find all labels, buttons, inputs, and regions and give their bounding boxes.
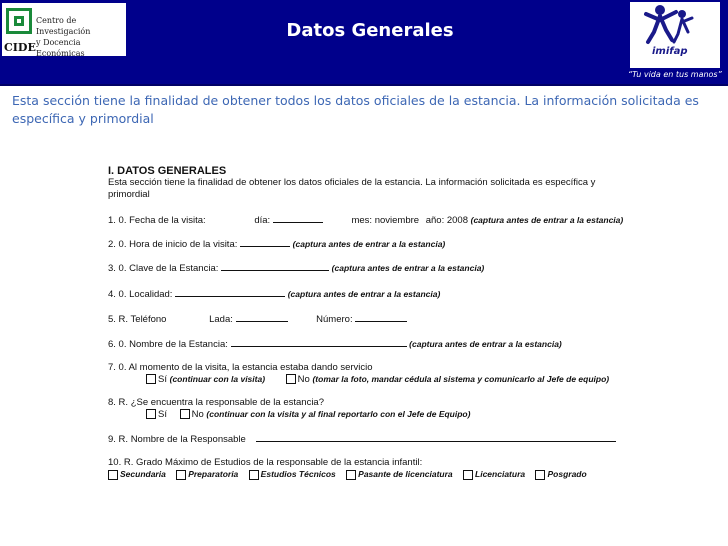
note-no: (tomar la foto, mandar cédula al sistema y comunicarlo al Jefe de equipo) (312, 374, 610, 384)
numero-label: Número: (316, 314, 353, 325)
nombre-estancia-line (231, 337, 407, 347)
item-label: 6. 0. Nombre de la Estancia: (108, 339, 228, 350)
option-no: No (191, 409, 204, 420)
form-item-responsable-presente (108, 397, 324, 408)
page-title: Datos Generales (286, 20, 454, 41)
anio-label: año: 2008 (425, 215, 468, 226)
imifap-name: imifap (652, 46, 688, 57)
form-desc-line1: Esta sección tiene la finalidad de obtener los datos oficiales de la estancia. La información solicitada es específica y (108, 177, 596, 188)
form-item-localidad (108, 287, 440, 300)
numero-line (355, 312, 407, 322)
item-label: 5. R. Teléfono (108, 314, 167, 325)
grado-options (108, 469, 595, 480)
option-label: Secundaria (120, 469, 166, 479)
intro-text: Esta sección tiene la finalidad de obtener todos los datos oficiales de la estancia. La información solicitada es específica y primordial (12, 93, 699, 126)
cide-emblem-icon (6, 8, 32, 34)
imifap-tagline: “Tu vida en tus manos” (628, 70, 722, 79)
lada-label: Lada: (209, 314, 233, 325)
checkbox-no (286, 374, 296, 384)
option-label: Licenciatura (475, 469, 526, 479)
lada-line (236, 312, 288, 322)
cide-name (36, 15, 126, 59)
option-si: Sí (158, 409, 167, 420)
nombre-responsable-line (256, 432, 616, 442)
option-si: Sí (158, 374, 167, 385)
hora-line (240, 237, 290, 247)
item-label: 1. 0. Fecha de la visita: (108, 215, 206, 226)
checkbox-si (146, 374, 156, 384)
checkbox (108, 470, 118, 480)
form-desc-line2: primordial (108, 189, 150, 200)
option-preparatoria (176, 469, 238, 480)
item-note: (captura antes de entrar a la estancia) (470, 215, 624, 225)
item-label: 7. 0. Al momento de la visita, la estancia estaba dando servicio (108, 362, 373, 373)
option-label: Estudios Técnicos (260, 469, 336, 479)
imifap-logo (630, 2, 720, 68)
form-item-fecha (108, 213, 623, 226)
item-label: 10. R. Grado Máximo de Estudios de la responsable de la estancia infantil: (108, 457, 423, 468)
cide-name-line2: y Docencia Económicas (36, 38, 85, 58)
option-posgrado (535, 469, 586, 480)
servicio-options (146, 374, 609, 385)
dia-label: día: (254, 215, 271, 226)
note-no: (continuar con la visita y al final reportarlo con el Jefe de Equipo) (206, 409, 471, 419)
option-pasante (346, 469, 453, 480)
item-label: 3. 0. Clave de la Estancia: (108, 263, 219, 274)
note-si: (continuar con la visita) (169, 374, 266, 384)
item-note: (captura antes de entrar a la estancia) (409, 339, 562, 349)
form-item-grado-estudios (108, 457, 422, 468)
form-item-clave (108, 261, 484, 274)
form-item-hora (108, 237, 445, 250)
item-label: 9. R. Nombre de la Responsable (108, 434, 246, 445)
form-item-nombre-responsable (108, 432, 616, 445)
checkbox-si (146, 409, 156, 419)
option-no: No (297, 374, 310, 385)
option-label: Preparatoria (188, 469, 239, 479)
option-secundaria (108, 469, 166, 480)
form-item-telefono (108, 312, 407, 325)
cide-name-line1: Centro de Investigación (36, 16, 91, 36)
option-estudios-tecnicos (249, 469, 336, 480)
item-label: 4. 0. Localidad: (108, 289, 173, 300)
cide-logo (2, 3, 126, 56)
checkbox (249, 470, 259, 480)
item-note: (captura antes de entrar a la estancia) (292, 239, 446, 249)
clave-line (221, 261, 329, 271)
dia-line (273, 213, 323, 223)
form-item-nombre-estancia (108, 337, 562, 350)
mes-label: mes: noviembre (351, 215, 420, 226)
checkbox (463, 470, 473, 480)
item-note: (captura antes de entrar a la estancia) (287, 289, 441, 299)
option-licenciatura (463, 469, 525, 480)
form-heading: I. DATOS GENERALES (108, 165, 227, 177)
responsable-options (146, 409, 470, 420)
option-label: Pasante de licenciatura (358, 469, 453, 479)
imifap-figures-icon (630, 2, 720, 48)
checkbox (346, 470, 356, 480)
item-label: 8. R. ¿Se encuentra la responsable de la estancia? (108, 397, 324, 408)
checkbox-no (180, 409, 190, 419)
item-note: (captura antes de entrar a la estancia) (331, 263, 485, 273)
header-bar (0, 0, 728, 86)
option-label: Posgrado (547, 469, 587, 479)
localidad-line (175, 287, 285, 297)
form-item-servicio (108, 362, 373, 373)
checkbox (535, 470, 545, 480)
checkbox (176, 470, 186, 480)
item-label: 2. 0. Hora de inicio de la visita: (108, 239, 238, 250)
cide-wordmark: CIDE (4, 41, 36, 54)
